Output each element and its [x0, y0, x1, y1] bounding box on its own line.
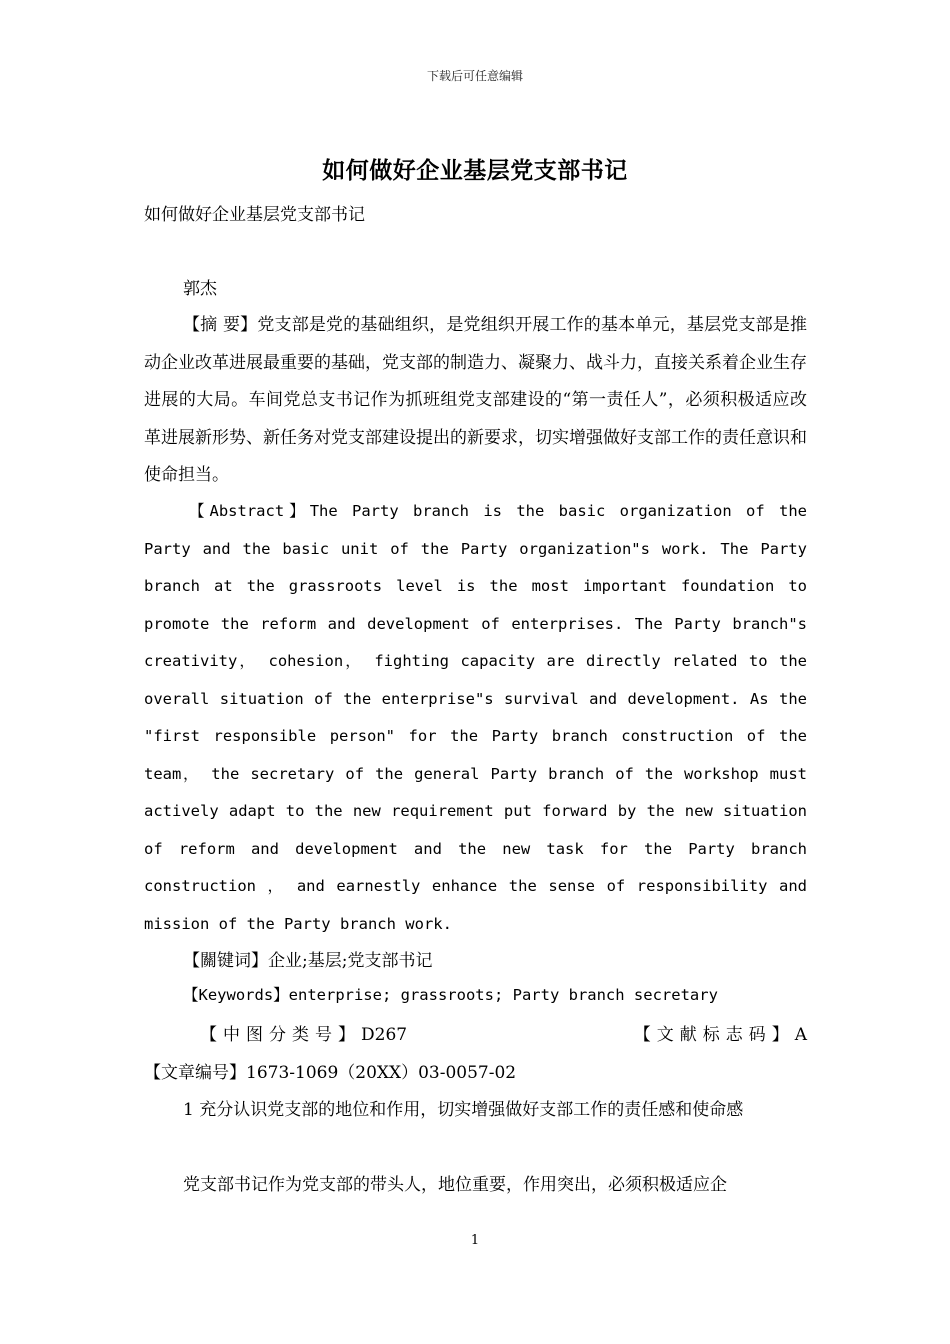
clc-label: 【中图分类号】 [200, 1025, 361, 1045]
document-title: 如何做好企业基层党支部书记 [322, 157, 628, 184]
abstract-english [144, 493, 807, 943]
abstract-chinese [144, 307, 807, 495]
author-name: 郭杰 [183, 279, 217, 299]
keywords-chinese: 【關键词】企业;基层;党支部书记 [183, 951, 433, 971]
classification-row [144, 1020, 807, 1050]
section-heading: 1 充分认识党支部的地位和作用，切实增强做好支部工作的责任感和使命感 [183, 1100, 744, 1120]
doc-code-value: A [794, 1025, 807, 1045]
abstract-en-text: The Party branch is the basic organization of the Party and the basic unit of the Party organization"s work. The Party branch at the grassroots level is the most important foundation to promote the reform and development of enterprises. The Party branch"s creativity， cohesion， fighting capacity are directly related to the overall situation of the enterprise"s survival and development. As the "first responsible person" for the Party branch construction of the team， the secretary of the general Party branch of the workshop must actively adapt to the new requirement put forward by the new situation of reform and development and the new task for the Party branch construction ， and earnestly enhance the sense of responsibility and mission of the Party branch work. [144, 502, 808, 933]
section-body: 党支部书记作为党支部的带头人，地位重要，作用突出，必须积极适应企 [183, 1175, 727, 1195]
article-number: 【文章编号】1673-1069（20XX）03-0057-02 [144, 1063, 517, 1083]
abstract-cn-label: 【摘 要】 [183, 315, 258, 335]
document-subtitle: 如何做好企业基层党支部书记 [144, 205, 365, 225]
clc-value: D267 [361, 1025, 408, 1045]
page-number: 1 [470, 1233, 480, 1248]
abstract-en-label: 【Abstract】 [189, 502, 310, 520]
document-code [634, 1020, 807, 1045]
keywords-english: 【Keywords】enterprise; grassroots; Party branch secretary [183, 986, 718, 1004]
clc-number [200, 1020, 407, 1045]
abstract-cn-text: 党支部是党的基础组织，是党组织开展工作的基本单元，基层党支部是推动企业改革进展最重要的基础，党支部的制造力、凝聚力、战斗力，直接关系着企业生存进展的大局。车间党总支书记作为抓班组党支部建设的“第一责任人”，必须积极适应改革进展新形势、新任务对党支部建设提出的新要求，切实增强做好支部工作的责任意识和使命担当。 [144, 315, 808, 485]
doc-code-label: 【文献标志码】 [633, 1025, 795, 1045]
header-note: 下载后可任意编辑 [426, 69, 523, 83]
